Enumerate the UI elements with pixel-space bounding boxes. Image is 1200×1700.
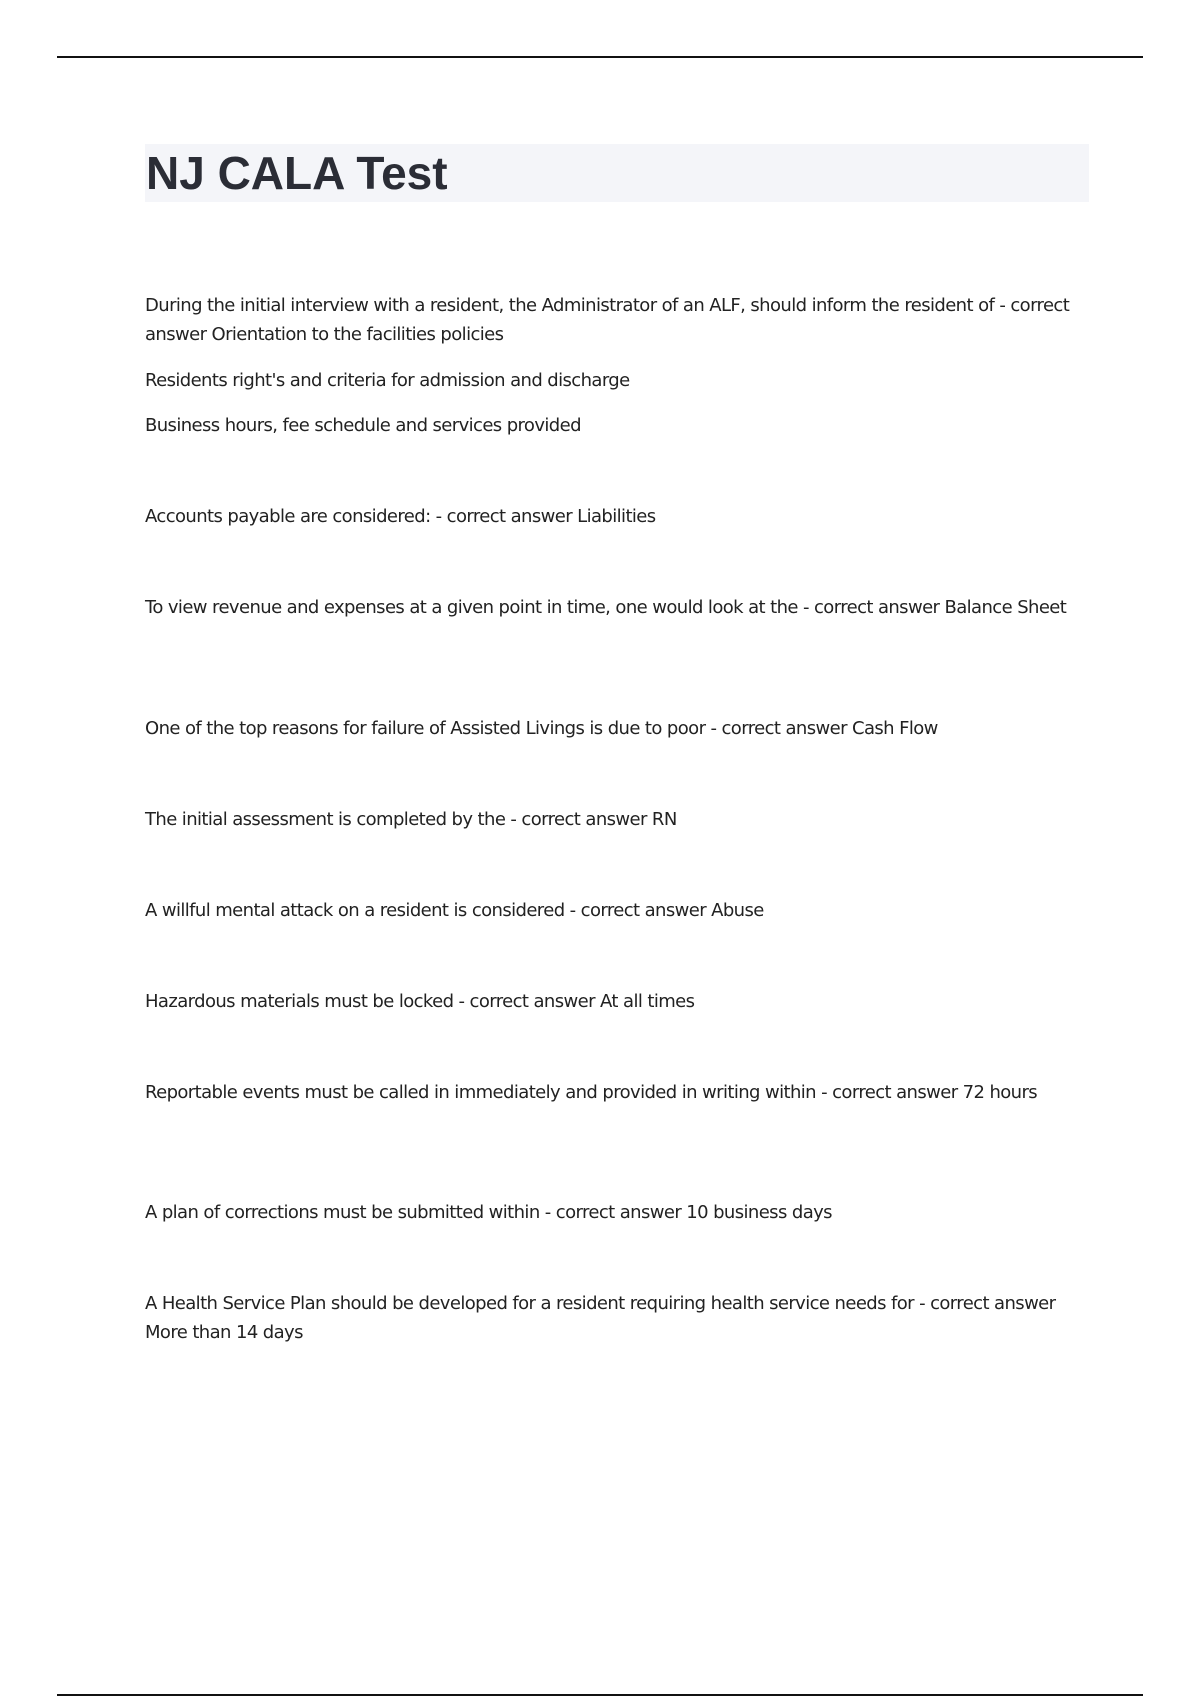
qa-item-12: A Health Service Plan should be developed for a resident requiring health service needs for - correct answer More than 14 days bbox=[145, 1293, 1056, 1343]
qa-item-5: To view revenue and expenses at a given point in time, one would look at the - correct answer Balance Sheet bbox=[145, 597, 1067, 618]
bottom-divider bbox=[57, 1694, 1143, 1696]
qa-item-1: During the initial interview with a resident, the Administrator of an ALF, should inform the resident of - correct answer Orientation to the facilities policies bbox=[145, 295, 1070, 345]
qa-item-7: The initial assessment is completed by the - correct answer RN bbox=[145, 809, 677, 830]
qa-item-6: One of the top reasons for failure of Assisted Livings is due to poor - correct answer Cash Flow bbox=[145, 718, 938, 739]
top-divider bbox=[57, 56, 1143, 58]
qa-item-8: A willful mental attack on a resident is considered - correct answer Abuse bbox=[145, 900, 764, 921]
qa-item-2: Residents right's and criteria for admission and discharge bbox=[145, 370, 630, 391]
qa-item-4: Accounts payable are considered: - correct answer Liabilities bbox=[145, 506, 656, 527]
qa-item-9: Hazardous materials must be locked - correct answer At all times bbox=[145, 991, 695, 1012]
qa-item-11: A plan of corrections must be submitted within - correct answer 10 business days bbox=[145, 1202, 832, 1223]
qa-item-10: Reportable events must be called in immediately and provided in writing within - correct answer 72 hours bbox=[145, 1082, 1038, 1103]
qa-item-3: Business hours, fee schedule and services provided bbox=[145, 415, 581, 436]
document-title: NJ CALA Test bbox=[146, 147, 448, 199]
